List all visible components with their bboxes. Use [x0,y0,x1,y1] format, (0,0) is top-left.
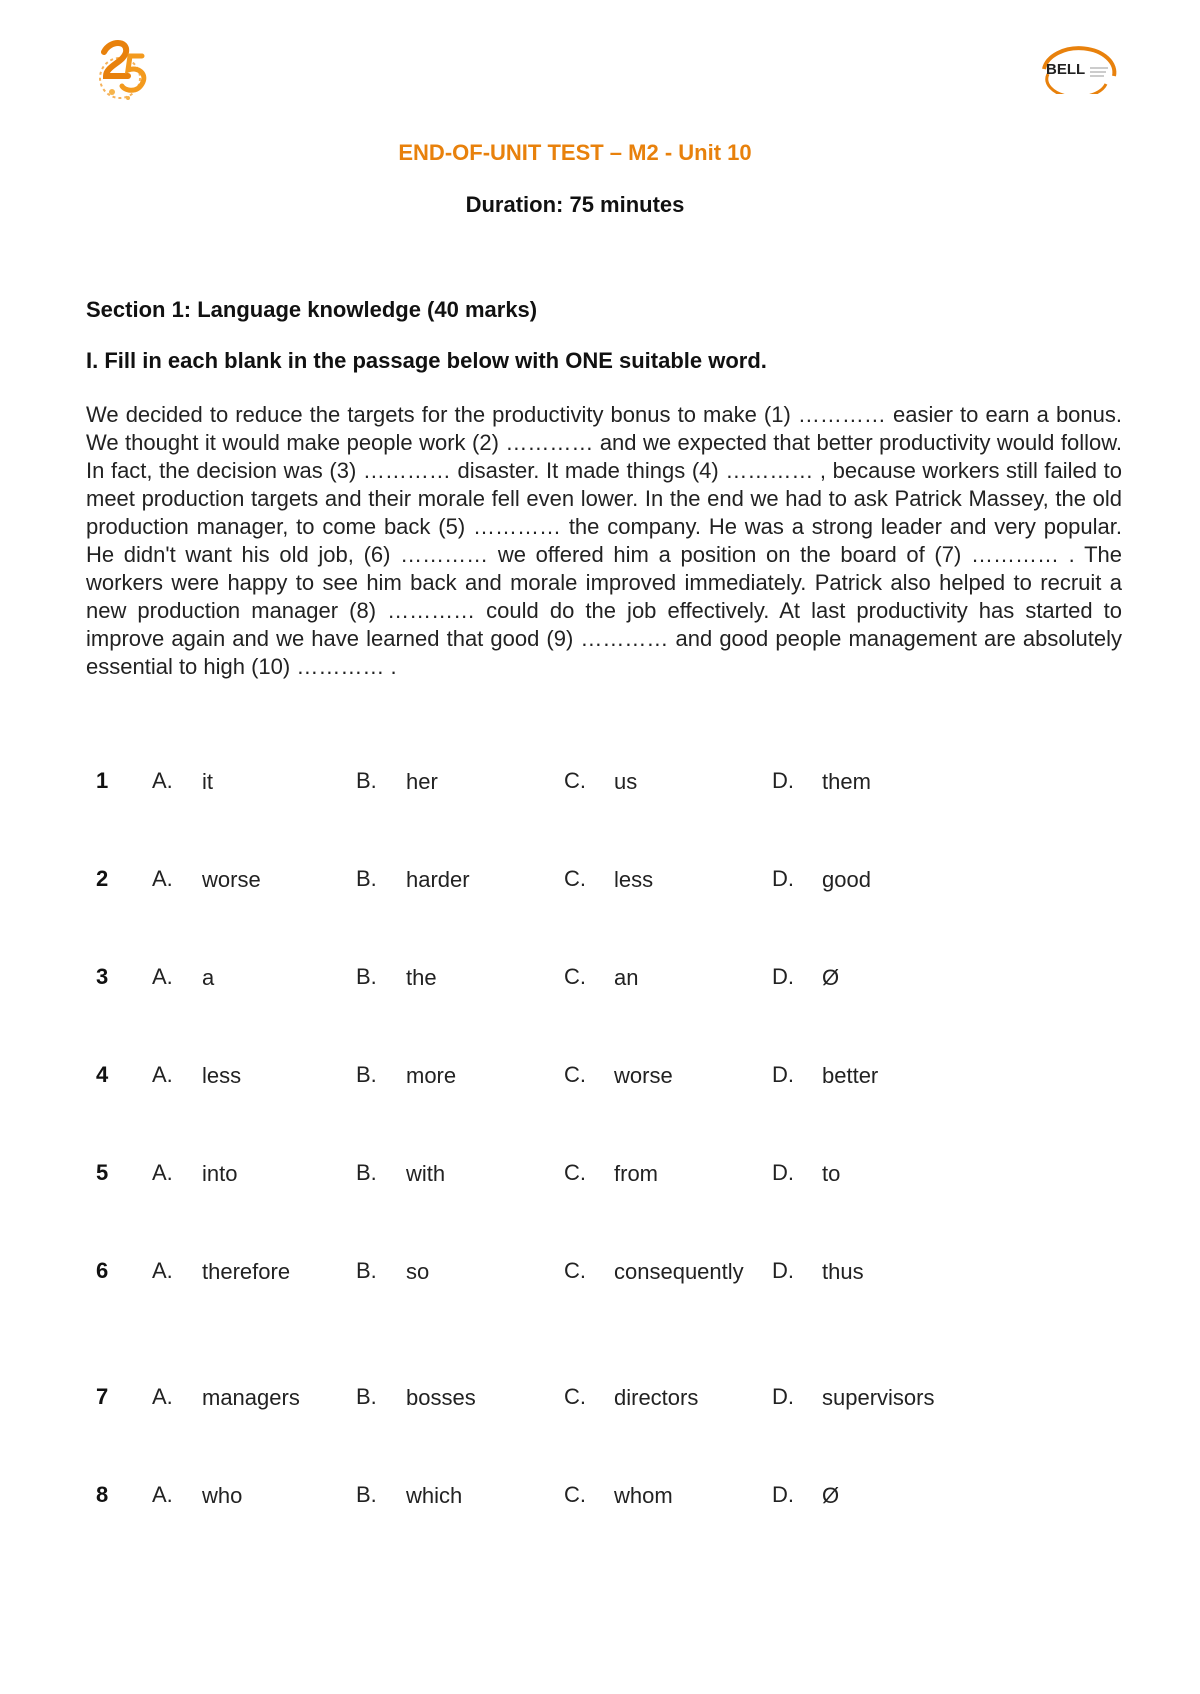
option-letter-d: D. [772,1258,794,1283]
option-letter-c: C. [564,1062,586,1087]
option-letter-a: A. [152,1160,173,1185]
option-letter-b: B. [356,964,377,989]
option-letter-a: A. [152,1384,173,1409]
question-row [86,1062,1086,1122]
test-title: END-OF-UNIT TEST – M2 - Unit 10 [398,140,752,165]
question-number: 3 [96,964,109,989]
question-number: 4 [96,1062,109,1087]
option-letter-d: D. [772,964,794,989]
option-a: managers [202,1385,300,1410]
question-number: 1 [96,768,109,793]
option-c: directors [614,1385,699,1410]
option-d: thus [822,1259,864,1284]
option-a: it [202,769,213,794]
option-b: with [406,1161,446,1186]
question-row [86,866,1086,926]
option-d: good [822,867,871,892]
passage-text: We decided to reduce the targets for the productivity bonus to make (1) ………… easier to earn a bonus. We thought it would make people work (2) ………… and we expected that better productivity would follow. In fact, the decision was (3) ………… disaster. It made things (4) ………… , because workers still failed to meet production targets and their morale fell even lower. In the end we had to ask Patrick Massey, the old production manager, to come back (5) ………… the company. He was a strong leader and very popular. He didn't want his old job, (6) ………… we offered him a position on the board of (7) ………… . The workers were happy to see him back and morale improved immediately. Patrick also helped to recruit a new production manager (8) ………… could do the job effectively. At last productivity has started to improve again and we have learned that good (9) ………… and good people management are absolutely essential to high (10) ………… . [86,402,1122,679]
question-row [86,1258,1086,1318]
option-a: into [202,1161,238,1186]
option-letter-d: D. [772,1384,794,1409]
option-d: supervisors [822,1385,935,1410]
option-d: them [822,769,871,794]
option-a: who [202,1483,243,1508]
option-letter-c: C. [564,1258,586,1283]
option-b: more [406,1063,457,1088]
question-row [86,1482,1086,1542]
option-d: Ø [822,965,840,990]
option-a: less [202,1063,242,1088]
option-letter-a: A. [152,1062,173,1087]
option-a: worse [202,867,261,892]
option-d: Ø [822,1483,840,1508]
option-letter-d: D. [772,1062,794,1087]
test-duration: Duration: 75 minutes [465,192,685,217]
option-c: an [614,965,639,990]
option-c: whom [614,1483,673,1508]
part-heading: I. Fill in each blank in the passage below with ONE suitable word. [86,348,767,373]
question-number: 7 [96,1384,109,1409]
option-d: better [822,1063,879,1088]
option-letter-a: A. [152,866,173,891]
option-b: harder [406,867,470,892]
option-b: her [406,769,438,794]
option-c: worse [614,1063,673,1088]
option-c: us [614,769,638,794]
svg-text:BELL: BELL [1046,61,1086,78]
option-c: less [614,867,654,892]
section-heading: Section 1: Language knowledge (40 marks) [86,297,538,322]
option-letter-d: D. [772,866,794,891]
question-row [86,1160,1086,1220]
option-b: so [406,1259,430,1284]
question-row [86,1384,1086,1444]
option-c: consequently [614,1259,744,1284]
option-letter-a: A. [152,1482,173,1507]
option-letter-b: B. [356,1482,377,1507]
option-letter-c: C. [564,866,586,891]
option-a: therefore [202,1259,291,1284]
option-letter-d: D. [772,1482,794,1507]
option-letter-c: C. [564,1160,586,1185]
question-row [86,768,1086,828]
option-letter-d: D. [772,768,794,793]
question-row [86,964,1086,1024]
option-letter-c: C. [564,1482,586,1507]
option-letter-c: C. [564,1384,586,1409]
reading-passage [86,401,1122,681]
option-letter-a: A. [152,1258,173,1283]
option-a: a [202,965,215,990]
question-number: 5 [96,1160,109,1185]
option-letter-c: C. [564,768,586,793]
option-letter-b: B. [356,1384,377,1409]
question-number: 6 [96,1258,109,1283]
option-letter-d: D. [772,1160,794,1185]
option-letter-b: B. [356,866,377,891]
option-d: to [822,1161,841,1186]
option-b: which [406,1483,463,1508]
option-b: bosses [406,1385,476,1410]
anniversary-logo [92,36,152,106]
option-letter-c: C. [564,964,586,989]
bell-logo [1034,44,1120,94]
option-c: from [614,1161,658,1186]
option-b: the [406,965,437,990]
option-letter-a: A. [152,768,173,793]
question-number: 2 [96,866,109,891]
question-number: 8 [96,1482,109,1507]
option-letter-a: A. [152,964,173,989]
option-letter-b: B. [356,1062,377,1087]
option-letter-b: B. [356,1258,377,1283]
option-letter-b: B. [356,1160,377,1185]
option-letter-b: B. [356,768,377,793]
